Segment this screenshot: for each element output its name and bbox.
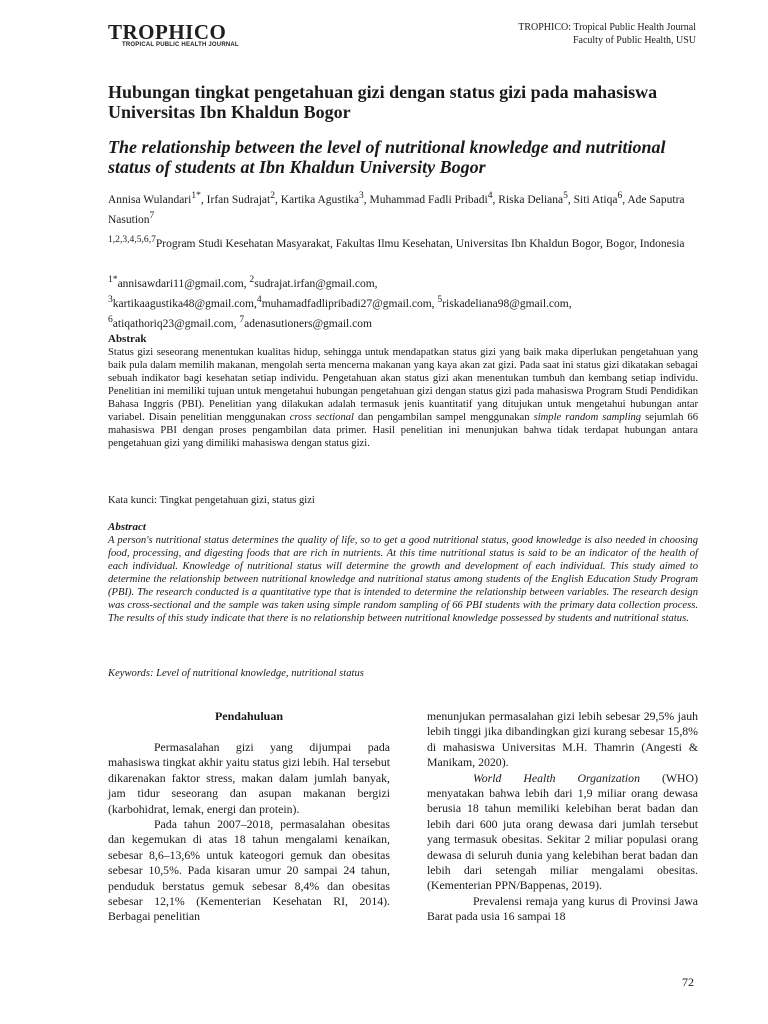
email-link[interactable]: adenasutioners@gmail.com [244,317,372,330]
journal-name: TROPHICO: Tropical Public Health Journal [518,22,696,33]
logo-subtitle: TROPICAL PUBLIC HEALTH JOURNAL [122,42,239,48]
email-sup: 1* [108,274,118,285]
email-sup: 3 [108,293,113,305]
email-link[interactable]: annisawdari11@gmail.com [117,277,244,290]
title-indonesian: Hubungan tingkat pengetahuan gizi dengan status gizi pada mahasiswa Universitas Ibn Khaldun Bogor [108,82,658,122]
email-sup: 7 [239,313,245,325]
email-link[interactable]: sudrajat.irfan@gmail.com [254,277,375,290]
email-link[interactable]: muhamadfadlipribadi27@gmail.com [261,297,432,310]
paragraph [427,771,698,894]
section-heading-pendahuluan: Pendahuluan [214,709,284,723]
paragraph-text: (WHO) menyatakan bahwa lebih dari 1,9 miliar orang dewasa berusia 18 tahun memiliki kelebihan berat badan dan lebih dari 600 juta orang dewasa dari jumlah tersebut yang termasuk obesitas. Sekitar 2 miliar populasi orang dewasa di seluruh dunia yang kelebihan berat badan dan lebih dari setengah miliar mengalami obesitas. (Kementerian PPN/Bappenas, 2019). [427,770,699,893]
journal-logo [108,22,239,49]
abstrak-text: dan pengambilan sampel menggunakan [353,412,534,423]
right-column [427,709,698,925]
email-link[interactable]: atiqathoriq23@gmail.com [112,317,234,330]
email-sup: 4 [256,293,262,305]
abstract-heading: Abstract [108,521,146,533]
email-sup: 2 [249,274,255,285]
affiliation [108,232,698,252]
kata-kunci: Kata kunci: Tingkat pengetahuan gizi, status gizi [108,495,315,506]
page-number: 72 [682,975,694,989]
abstrak-text: Status gizi seseorang menentukan kualitas hidup, sehingga untuk mendapatkan status gizi yang baik maka diperlukan pengetahuan yang baik pula dalam memilih makanan, mengolah serta mencerna makanan yang kaya akan zat gizi. Pada saat ini status gizi dikatakan sebagai sebuah indikator bagi kesehatan setiap individu. Pengetahuan akan status gizi akan menentukan tumbuh dan kembang setiap individu. Penelitian ini memiliki tujuan untuk mengetahui hubungan pengetahuan gizi dengan status gizi pada mahasiswa Program Studi Pendidikan Bahasa Inggris (PBI). Penelitian yang dilakukan adalah termasuk jenis kuantitatif yang ditujukan untuk mengetahui hubungan antar variabel. Disain penelitian menggunakan [108,347,698,423]
affiliation-text: Program Studi Kesehatan Masyarakat, Fakultas Ilmu Kesehatan, Universitas Ibn Khaldun Bogor, Bogor, Indonesia [155,237,685,250]
email-sup: 5 [437,293,443,305]
journal-header [518,22,696,47]
keywords: Keywords: Level of nutritional knowledge, nutritional status [108,668,364,679]
abstrak-body [108,346,698,450]
email-link[interactable]: riskadeliana98@gmail.com [442,297,569,310]
paragraph: Prevalensi remaja yang kurus di Provinsi Jawa Barat pada usia 16 sampai 18 [427,893,698,924]
author-name: Siti Atiqa [573,193,618,206]
author-sup: 4 [487,190,493,201]
author-emails: $^{1*}$annisawdari11@gmail.com, $^2$sudrajat.irfan@gmail.com, $^3$kartikaagustika48@gmail.com,$^4$muhamadfadlipribadi27@gmail.com, $^5$riskadeliana98@gmail.com, $^6$atiqathoriq23@gmail.com, $^7$adenasutioners@gmail.com [108,274,572,330]
paragraph: Permasalahan gizi yang dijumpai pada mahasiswa tingkat akhir yaitu status gizi lebih. Hal tersebut dikarenakan faktor stress, makan dalam jumlah banyak, jam tidur seseorang dan asupan makanan bergizi (karbohidrat, lemak, energi dan protein). [108,740,390,816]
author-sup: 2 [270,190,275,201]
author-list: Annisa Wulandari$^{1*}$, Irfan Sudrajat$^2$, Kartika Agustika$^3$, Muhammad Fadli Pribadi$^4$, Riska Deliana$^5$, Siti Atiqa$^6$, Ade Saputra Nasution$^7$ [108,190,685,226]
email-sup: 6 [108,313,113,325]
paragraph-term: World Health Organization [473,770,640,785]
author-name: Muhammad Fadli Pribadi [369,193,488,206]
abstrak-term: cross sectional [289,412,354,423]
author-name: Riska Deliana [498,193,564,206]
author-name: Kartika Agustika [280,193,359,206]
left-column [108,740,390,925]
journal-faculty: Faculty of Public Health, USU [572,34,696,46]
author-sup: 5 [563,190,568,201]
email-link[interactable]: kartikaagustika48@gmail.com [112,297,255,310]
author-sup: 6 [617,190,623,201]
abstrak-heading: Abstrak [108,333,147,345]
author-sup: 7 [149,209,155,221]
affiliation-sup: 1,2,3,4,5,6,7 [108,234,156,245]
title-english: The relationship between the level of nutritional knowledge and nutritional status of students at Ibn Khaldun University Bogor [108,137,666,177]
paragraph: menunjukan permasalahan gizi lebih sebesar 29,5% jauh lebih tinggi jika dibandingkan gizi kurang sebesar 15,8% di mahasiswa Universitas M.H. Thamrin (Angesti & Manikam, 2020). [427,709,698,770]
abstrak-text: sejumlah 66 mahasiswa PBI dengan proses pengambilan data primer. Hasil penelitian ini menunjukan bahwa tidak terdapat hubungan antara pengetahuan gizi yang dimiliki mahasiswa dengan status gizi. [108,412,699,449]
abstract-body: A person's nutritional status determines the quality of life, so to get a good nutritional status, good knowledge is also needed in choosing food, processing, and digesting foods that are rich in nutrients. At this time nutritional status is said to be an indicator of the health of each individual. Knowledge of nutritional status will determine the growth and development of each individual. This study aimed to determine the relationship between nutritional knowledge and nutritional status among students of the English Education Study Program (PBI). The research conducted is a quantitative type that is intended to determine the relationship between variables. The research design was cross-sectional and the sample was taken using simple random sampling of 66 PBI students with the primary data collection process. The results of this study indicate that there is no relationship between nutritional knowledge possessed by students and nutritional status. [108,535,698,624]
abstrak-term: simple random sampling [533,412,642,423]
author-sup: 3 [359,190,364,201]
author-name: Annisa Wulandari [108,193,192,206]
author-name: Ade Saputra Nasution [108,193,685,226]
author-name: Irfan Sudrajat [206,193,271,206]
logo-wordmark: TROPHICO [108,20,227,44]
paragraph: Pada tahun 2007–2018, permasalahan obesitas dan kegemukan di atas 18 tahun mengalami kenaikan, sebesar 8,6–13,6% untuk kateogori gemuk dan obesitas sebesar 10,5%. Pada kisaran umur 20 sampai 24 tahun, penduduk berstatus gemuk sebesar 8,4% dan obesitas sebesar 12,1% (Kementerian Kesehatan RI, 2014). Berbagai penelitian [108,817,390,924]
author-sup: 1* [191,190,201,201]
